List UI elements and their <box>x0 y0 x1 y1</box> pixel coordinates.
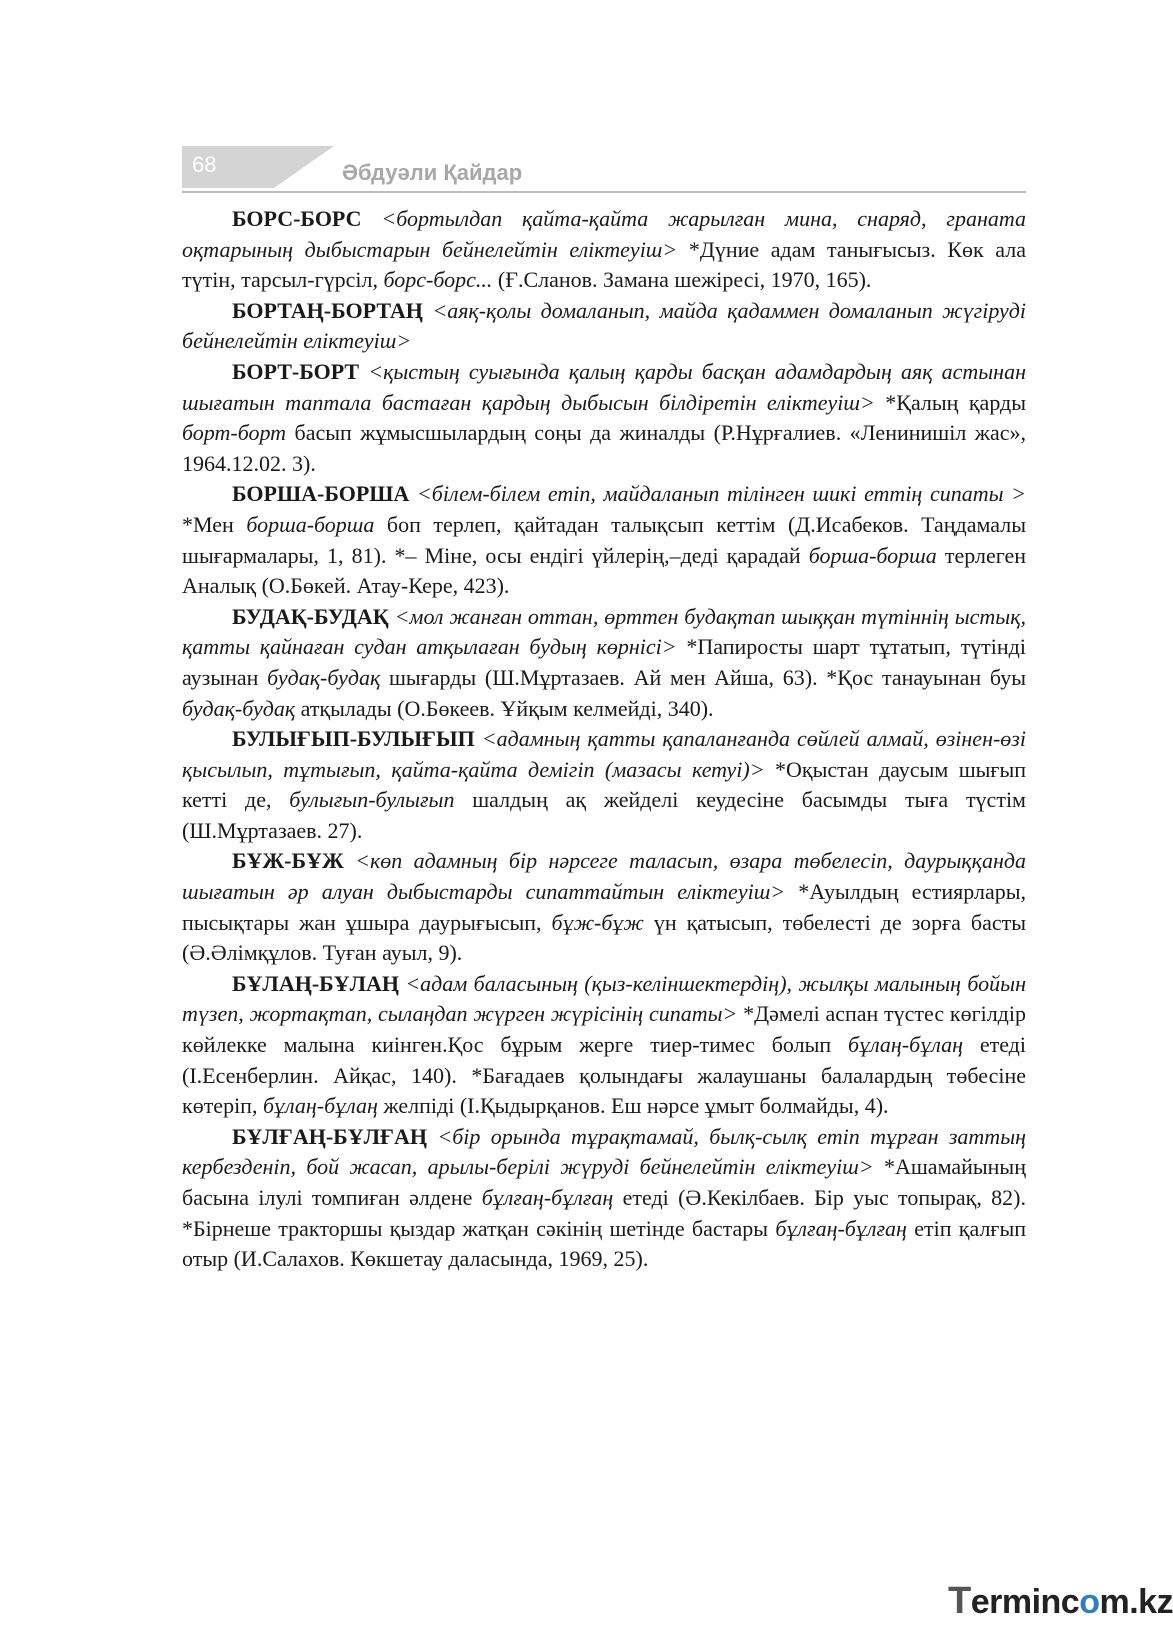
dictionary-entry <box>182 846 1026 968</box>
entry-headword: БҰЛАҢ-БҰЛАҢ <box>232 970 399 996</box>
entry-text: атқылады (О.Бөкеев. Ұйқым келмейді, 340). <box>295 695 714 721</box>
entry-text: *Қалың қарды <box>874 389 1027 415</box>
entry-italic-text: <білем-білем етіп, майдаланып тілінген шикі еттің сипаты > <box>416 481 1026 507</box>
dictionary-entry <box>182 296 1026 357</box>
entry-text: етеді (Ә.Кекілбаев. Бір уыс топырақ, 82). *Бірнеше тракторшы қыздар жатқан сәкінің шетінде бастары <box>182 1185 1027 1241</box>
entry-text: етеді (І.Есенберлин. Айқас, 140). *Бағадаев қолындағы жалаушаны балалардың төбесіне көтеріп, <box>182 1032 1026 1119</box>
entry-headword: БҰЖ-БҰЖ <box>232 848 344 874</box>
dictionary-entry <box>182 602 1026 724</box>
entry-italic-text: борс-борс... <box>383 267 493 293</box>
entry-italic-text: борша-борша <box>808 542 937 568</box>
header-divider <box>182 191 1026 193</box>
entry-italic-text: <адамның қатты қапаланғанда сөйлей алмай, өзінен-өзі қысылып, тұтығып, қайта-қайта демігіп (мазасы кетуі)> <box>182 726 1026 782</box>
entry-text: үн қатысып, төбелесті де зорға басты (Ә.Әлімқұлов. Туған ауыл, 9). <box>182 909 1026 966</box>
page-number-tab <box>182 146 274 188</box>
entry-italic-text: борт-борт <box>182 420 287 446</box>
dictionary-entry <box>182 1122 1026 1275</box>
entry-text: басып жұмысшылардың соңы да жиналды (Р.Нұрғалиев. «Ленинишіл жас», 1964.12.02. 3). <box>182 420 1026 476</box>
entry-text: (Ғ.Сланов. Замана шежіресі, 1970, 165). <box>492 267 872 293</box>
entry-text: желпіді (І.Қыдырқанов. Еш нәрсе ұмыт болмайды, 4). <box>377 1093 889 1119</box>
entry-text: терлеген Аналық (О.Бөкей. Атау-Кере, 423). <box>182 542 1026 599</box>
entry-italic-text: будақ-будақ <box>182 695 296 721</box>
dictionary-entry <box>182 479 1026 601</box>
entry-headword: БҰЛҒАҢ-БҰЛҒАҢ <box>232 1123 427 1149</box>
entry-headword: БУДАҚ-БУДАҚ <box>232 603 389 629</box>
entry-text: шалдың ақ жейделі кеудесіне басымды тыға түстім (Ш.Мұртазаев. 27). <box>182 787 1026 843</box>
entry-text: боп терлеп, қайтадан талықсып кеттім (Д.Исабеков. Таңдамалы шығармалары, 1, 81). *– Міне, осы ендігі үйлерің,–деді қарадай <box>182 511 1026 568</box>
entry-italic-text: будақ-будақ <box>267 664 381 690</box>
entry-text: шығарды (Ш.Мұртазаев. Ай мен Айша, 63). *Қос танауынан буы <box>380 664 1026 690</box>
entry-italic-text: <аяқ-қолы домаланып, майда қадаммен домаланып жүгіруді бейнелейтін еліктеуіш> <box>182 297 1026 354</box>
page-number-tab-arrow <box>274 146 334 188</box>
entry-text: *Оқыстан даусым шығып кетті де, <box>182 756 1027 813</box>
entry-italic-text: бұлаң-бұлаң <box>262 1093 378 1119</box>
entry-italic-text: <қыстың суығында қалың қарды басқан адамдардың аяқ астынан шығатын таптала бастаған қардың дыбысын білдіретін еліктеуіш> <box>182 358 1026 415</box>
entry-italic-text: бұлғаң-бұлғаң <box>775 1215 907 1241</box>
page-number: 68 <box>192 152 217 177</box>
entry-italic-text: <адам баласының (қыз-келіншектердің), жылқы малының бойын түзеп, жортақтап, сылаңдап жүрген жүрісінің сипаты> <box>182 970 1026 1027</box>
entry-italic-text: бұлғаң-бұлғаң <box>481 1185 614 1210</box>
entry-text: етіп қалғып отыр (И.Салахов. Көкшетау даласында, 1969, 25). <box>182 1215 1027 1272</box>
entry-italic-text: борша-борша <box>246 511 375 537</box>
entry-text: *Дәмелі аспан түстес көгілдір көйлекке малына киінген.Қос бұрым жерге тиер-тимес болып <box>182 1001 1026 1058</box>
entry-italic-text: <көп адамның бір нәрсеге таласып, өзара төбелесіп, даурыққанда шығатын әр алуан дыбыстарды сипаттайтын еліктеуіш> <box>182 848 1026 905</box>
running-header <box>182 146 1026 194</box>
dictionary-entry <box>182 724 1026 846</box>
terminkom-watermark-logo: Termincom.kz <box>948 1580 1173 1622</box>
entry-headword: БОРТ-БОРТ <box>232 358 360 384</box>
entry-headword: БОРТАҢ-БОРТАҢ <box>232 297 423 323</box>
entry-italic-text: <мол жанған оттан, өрттен будақтап шыққан түтіннің ыстық, қатты қайнаған судан атқылаған будың көрнісі> <box>182 603 1027 660</box>
entry-italic-text: булығып-булығып <box>289 787 455 813</box>
entry-italic-text: бұлаң-бұлаң <box>848 1032 964 1058</box>
author-name: Әбдуәли Қайдар <box>342 160 523 185</box>
entry-italic-text: <бір орында тұрақтамай, былқ-сылқ етіп тұрған заттың кербезденіп, бой жасап, арылы-берілі жүруді бейнелейтін еліктеуіш> <box>182 1123 1027 1180</box>
entry-headword: БУЛЫҒЫП-БУЛЫҒЫП <box>232 726 475 752</box>
entry-italic-text: <бортылдап қайта-қайта жарылған мина, снаряд, граната оқтарының дыбыстарын бейнелейтін еліктеуіш> <box>182 206 1027 262</box>
entry-text: *Дүние адам танығысыз. Көк ала түтін, тарсыл-гүрсіл, <box>182 236 1026 293</box>
dictionary-entries <box>182 204 1026 1275</box>
dictionary-entry <box>182 204 1026 296</box>
entry-text: *Мен <box>182 511 247 537</box>
dictionary-entry <box>182 969 1026 1122</box>
entry-text: *Ашамайының басына ілулі томпиған әлдене <box>182 1154 1026 1210</box>
entry-headword: БОРС-БОРС <box>232 206 362 231</box>
entry-text: *Папиросты шарт тұтатып, түтінді аузынан <box>182 634 1026 690</box>
dictionary-entry <box>182 357 1026 479</box>
entry-headword: БОРША-БОРША <box>232 481 410 507</box>
entry-italic-text: бұж-бұж <box>551 909 644 935</box>
entry-text: *Ауылдың естиярлары, пысықтары жан ұшыра даурығысып, <box>182 879 1026 935</box>
